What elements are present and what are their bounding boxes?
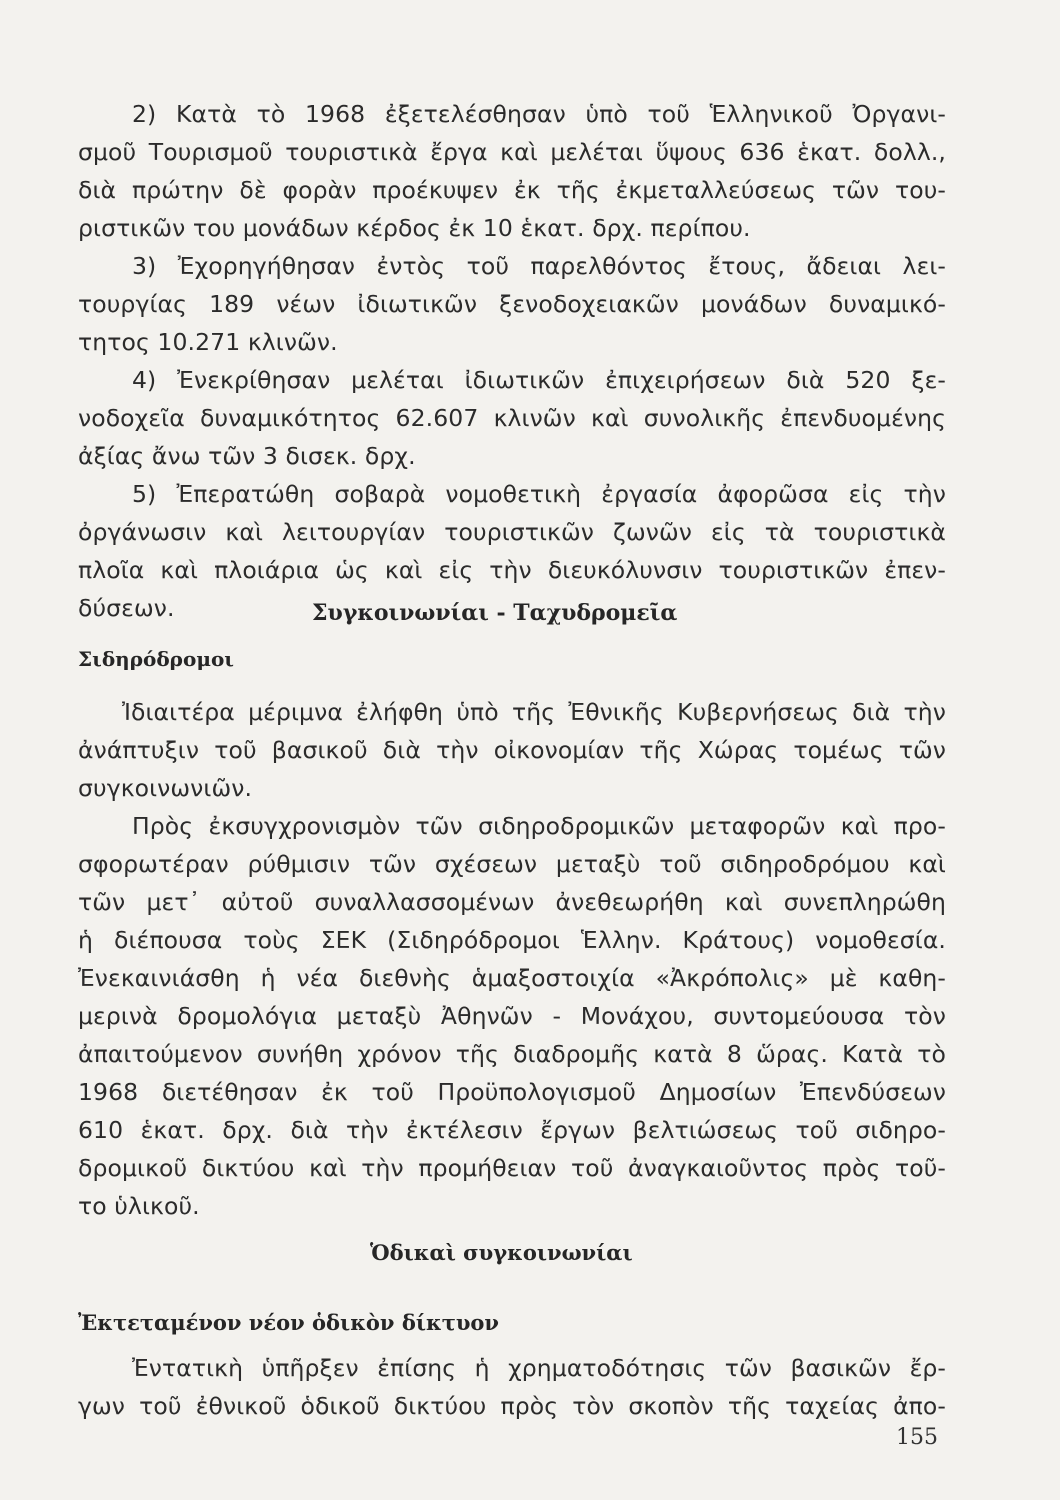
text-line: 1968 διετέθησαν ἐκ τοῦ Προϋπολογισμοῦ Δημοσίων Ἐπενδύσεων [78,1078,946,1106]
text-line: δύσεων. [78,594,175,622]
text-line: ἀνάπτυξιν τοῦ βασικοῦ διὰ τὴν οἰκονομίαν τῆς Χώρας τομέως τῶν [78,736,946,764]
text-line: μερινὰ δρομολόγια μεταξὺ Ἀθηνῶν - Μονάχου, συντομεύουσα τὸν [78,1002,946,1030]
text-line: το ὑλικοῦ. [78,1192,200,1220]
subheading-network: Ἐκτεταμένον νέον ὁδικὸν δίκτυον [78,1310,500,1335]
text-line: 3) Ἐχορηγήθησαν ἐντὸς τοῦ παρελθόντος ἔτους, ἄδειαι λει- [132,252,946,280]
text-line: τουργίας 189 νέων ἰδιωτικῶν ξενοδοχειακῶν μονάδων δυναμικό- [78,290,946,318]
text-line: ἀπαιτούμενον συνήθη χρόνον τῆς διαδρομῆς κατὰ 8 ὥρας. Κατὰ τὸ [78,1040,946,1068]
text-line: ὀργάνωσιν καὶ λειτουργίαν τουριστικῶν ζωνῶν εἰς τὰ τουριστικὰ [78,518,946,546]
page-number: 155 [896,1425,938,1450]
text-line: 4) Ἐνεκρίθησαν μελέται ἰδιωτικῶν ἐπιχειρήσεων διὰ 520 ξε- [132,366,946,394]
subheading-railways: Σιδηρόδρομοι [78,647,234,671]
text-line: ριστικῶν του μονάδων κέρδος ἐκ 10 ἑκατ. δρχ. περίπου. [78,214,751,242]
text-line: διὰ πρώτην δὲ φορὰν προέκυψεν ἐκ τῆς ἐκμεταλλεύσεως τῶν του- [78,176,946,204]
text-line: Πρὸς ἐκσυγχρονισμὸν τῶν σιδηροδρομικῶν μεταφορῶν καὶ προ- [132,812,946,840]
text-line: γων τοῦ ἐθνικοῦ ὁδικοῦ δικτύου πρὸς τὸν σκοπὸν τῆς ταχείας ἀπο- [78,1392,946,1420]
section-heading: Συγκοινωνίαι - Ταχυδρομεῖα [312,600,678,626]
text-line: 610 ἑκατ. δρχ. διὰ τὴν ἐκτέλεσιν ἔργων βελτιώσεως τοῦ σιδηρο- [78,1116,946,1144]
text-line: σμοῦ Τουρισμοῦ τουριστικὰ ἔργα καὶ μελέται ὕψους 636 ἑκατ. δολλ., [78,138,946,166]
text-line: 2) Κατὰ τὸ 1968 ἐξετελέσθησαν ὑπὸ τοῦ Ἑλληνικοῦ Ὀργανι- [132,100,946,128]
text-line: πλοῖα καὶ πλοιάρια ὡς καὶ εἰς τὴν διευκόλυνσιν τουριστικῶν ἐπεν- [78,556,946,584]
subheading-roads: Ὁδικαὶ συγκοινωνίαι [370,1240,633,1265]
text-line: τῶν μετ᾽ αὐτοῦ συναλλασσομένων ἀνεθεωρήθη καὶ συνεπληρώθη [78,888,946,916]
text-line: νοδοχεῖα δυναμικότητος 62.607 κλινῶν καὶ συνολικῆς ἐπενδυομένης [78,404,946,432]
text-line: 5) Ἐπερατώθη σοβαρὰ νομοθετικὴ ἐργασία ἀφορῶσα εἰς τὴν [132,480,946,508]
text-line: σφορωτέραν ρύθμισιν τῶν σχέσεων μεταξὺ τοῦ σιδηροδρόμου καὶ [78,850,946,878]
text-line: Ἐντατικὴ ὑπῆρξεν ἐπίσης ἡ χρηματοδότησις τῶν βασικῶν ἔρ- [132,1354,946,1382]
text-line: ἡ διέπουσα τοὺς ΣΕΚ (Σιδηρόδρομοι Ἑλλην. Κράτους) νομοθεσία. [78,926,946,954]
text-line: Ἐνεκαινιάσθη ἡ νέα διεθνὴς ἁμαξοστοιχία «Ἀκρόπολις» μὲ καθη- [78,964,946,992]
text-line: Ἰδιαιτέρα μέριμνα ἐλήφθη ὑπὸ τῆς Ἐθνικῆς Κυβερνήσεως διὰ τὴν [122,698,946,726]
text-line: τητος 10.271 κλινῶν. [78,328,338,356]
text-line: δρομικοῦ δικτύου καὶ τὴν προμήθειαν τοῦ ἀναγκαιοῦντος πρὸς τοῦ- [78,1154,946,1182]
text-line: ἀξίας ἄνω τῶν 3 δισεκ. δρχ. [78,442,416,470]
text-line: συγκοινωνιῶν. [78,774,253,802]
